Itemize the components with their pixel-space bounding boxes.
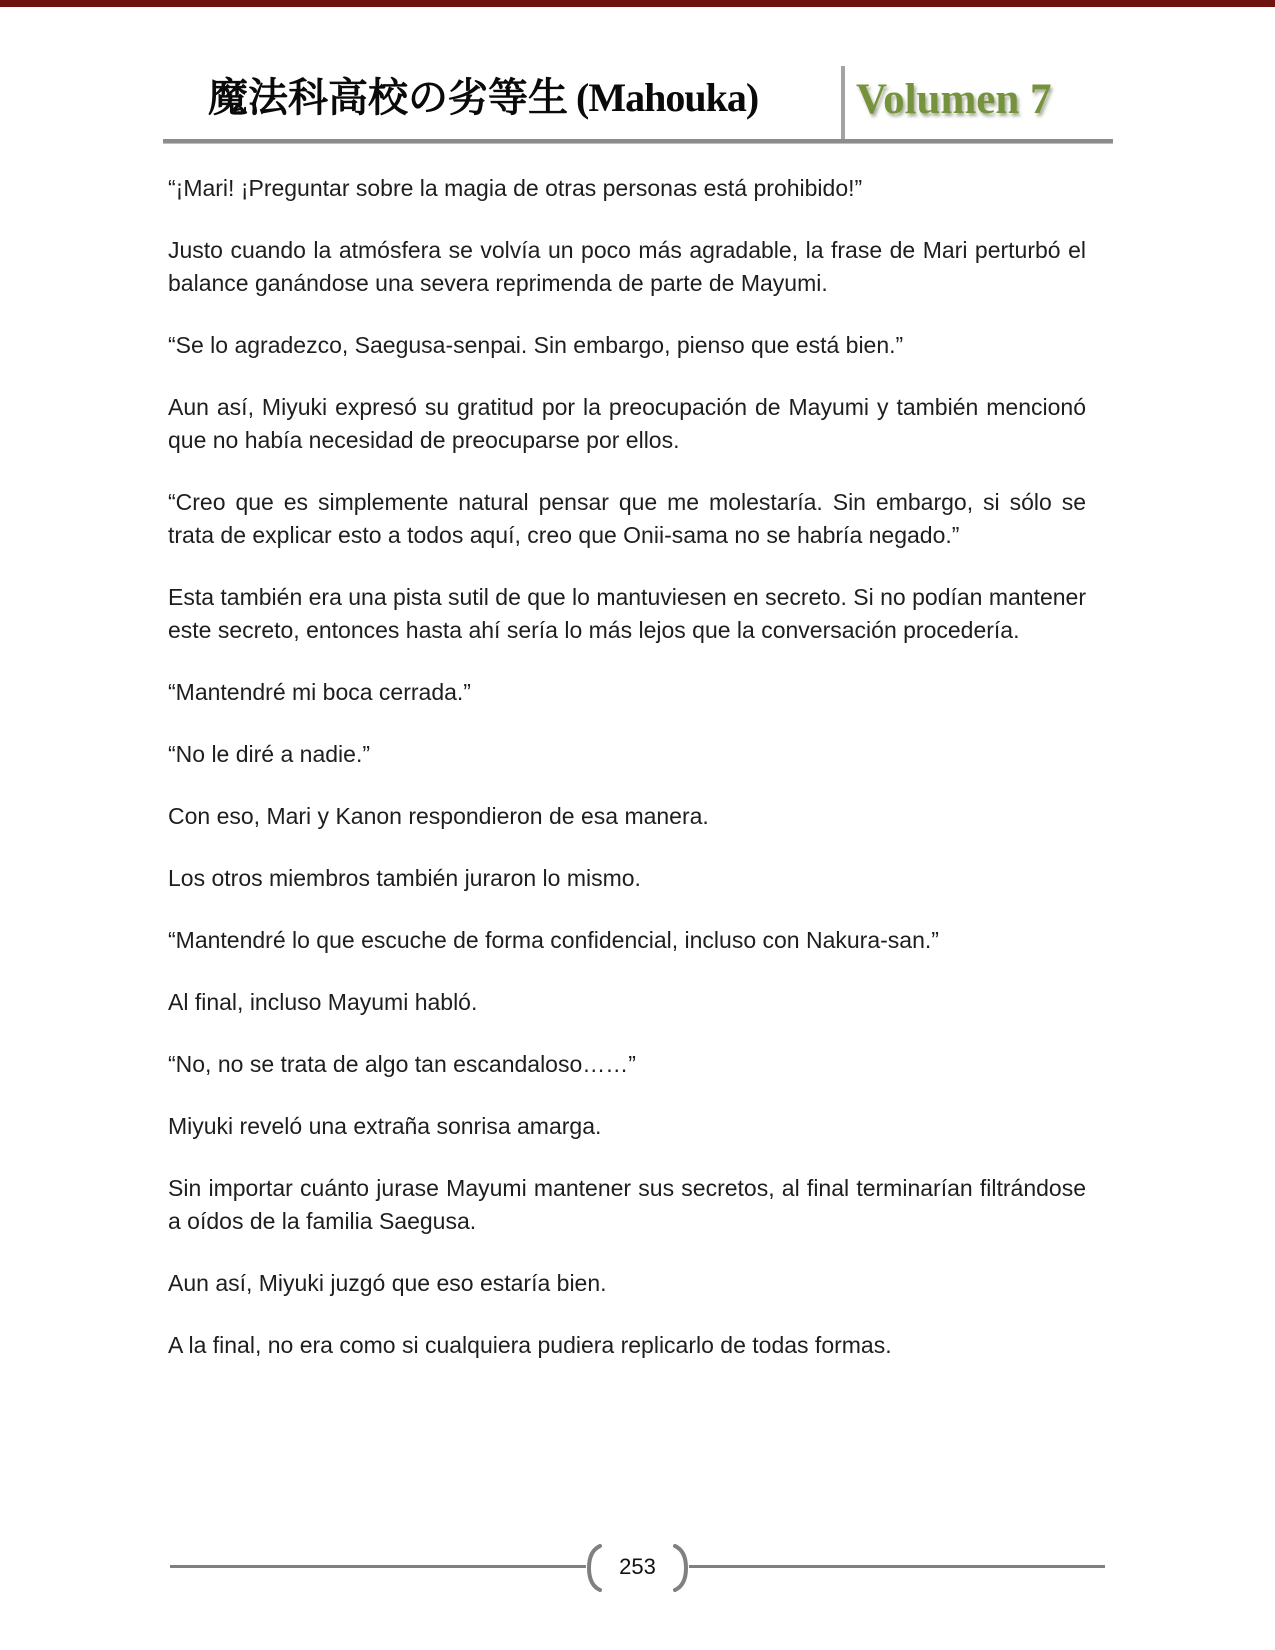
series-title-japanese: 魔法科高校の劣等生 (208, 75, 568, 120)
paragraph: Los otros miembros también juraron lo mismo. (168, 865, 641, 891)
paragraph: “Creo que es simplemente natural pensar que me molestaría. Sin embargo, si sólo se trata de explicar esto a todos aquí, creo que Onii-sama no se habría negado.” (168, 489, 1086, 548)
paragraph: “Mantendré lo que escuche de forma confidencial, incluso con Nakura-san.” (168, 927, 939, 953)
paragraph: Con eso, Mari y Kanon respondieron de esa manera. (168, 803, 709, 829)
paragraph: A la final, no era como si cualquiera pudiera replicarlo de todas formas. (168, 1332, 892, 1358)
paragraph: Aun así, Miyuki expresó su gratitud por la preocupación de Mayumi y también mencionó que no había necesidad de preocuparse por ellos. (168, 394, 1086, 453)
paragraph: Aun así, Miyuki juzgó que eso estaría bien. (168, 1270, 607, 1296)
body-text (168, 172, 1086, 1391)
volume-label: Volumen 7 (856, 76, 1052, 123)
page-top-edge-strip (0, 0, 1275, 7)
paragraph: “No, no se trata de algo tan escandaloso……” (168, 1051, 636, 1077)
paragraph: “¡Mari! ¡Preguntar sobre la magia de otras personas está prohibido!” (168, 175, 863, 201)
paragraph: “Se lo agradezco, Saegusa-senpai. Sin embargo, pienso que está bien.” (168, 332, 904, 358)
paragraph: “Mantendré mi boca cerrada.” (168, 679, 471, 705)
footer-rule-right (689, 1565, 1105, 1568)
page-number-bracket-right-icon (672, 1544, 690, 1592)
footer-rule-left (170, 1565, 586, 1568)
page-title (208, 70, 758, 126)
header-vertical-divider (841, 66, 845, 142)
header-horizontal-rule (163, 139, 1113, 144)
paragraph: Justo cuando la atmósfera se volvía un poco más agradable, la frase de Mari perturbó el balance ganándose una severa reprimenda de parte de Mayumi. (168, 237, 1086, 296)
paragraph: Al final, incluso Mayumi habló. (168, 989, 478, 1015)
paragraph: “No le diré a nadie.” (168, 741, 370, 767)
paragraph: Esta también era una pista sutil de que lo mantuviesen en secreto. Si no podían mantener este secreto, entonces hasta ahí sería lo más lejos que la conversación procedería. (168, 584, 1087, 643)
paragraph: Miyuki reveló una extraña sonrisa amarga. (168, 1113, 602, 1139)
page-number: 253 (619, 1554, 656, 1579)
series-title-romanized: (Mahouka) (576, 75, 759, 120)
paragraph: Sin importar cuánto jurase Mayumi mantener sus secretos, al final terminarían filtrándose a oídos de la familia Saegusa. (168, 1175, 1086, 1234)
page-number-bracket-left-icon (585, 1544, 603, 1592)
